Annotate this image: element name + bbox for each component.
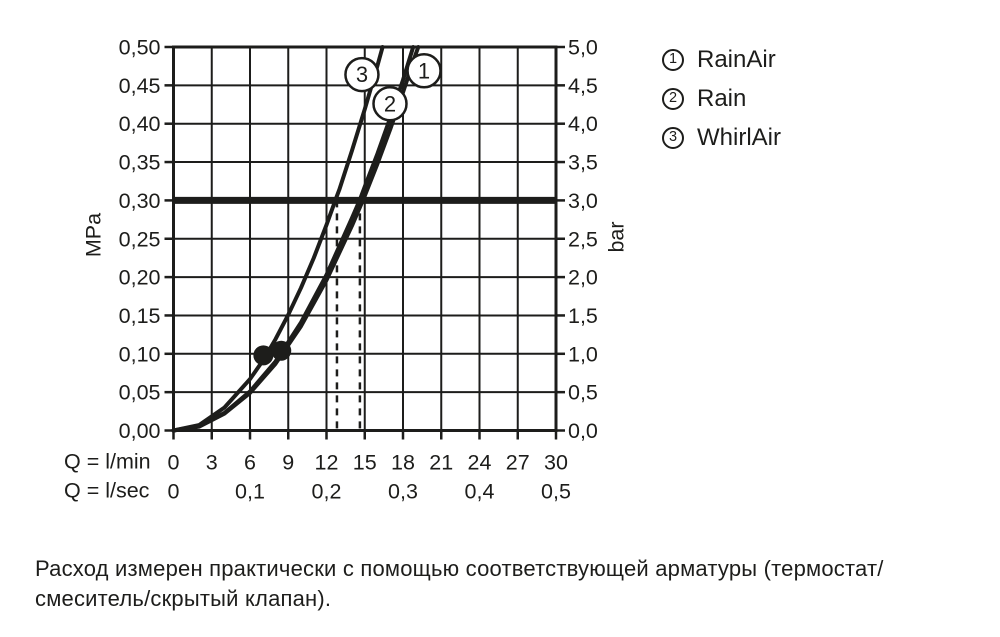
legend-item-whirlair — [662, 118, 781, 157]
y-right-tick-label: 5,0 — [568, 35, 598, 60]
x-lmin-tick-label: 15 — [352, 450, 377, 475]
legend-item-rain — [662, 79, 781, 118]
legend-label-rain: Rain — [697, 84, 747, 112]
y-right-tick-label: 1,5 — [568, 303, 598, 328]
y-axis-left-title: MPa — [81, 212, 106, 258]
y-axis-right-title: bar — [604, 221, 629, 253]
y-left-tick-label: 0,25 — [118, 227, 161, 252]
x-lsec-tick-label: 0,2 — [311, 479, 342, 504]
y-left-tick-label: 0,35 — [118, 150, 161, 175]
flow-point-dot — [253, 345, 273, 365]
y-left-tick-label: 0,45 — [118, 73, 161, 98]
x-axis-lsec-title: Q = l/sec — [64, 478, 150, 503]
x-lmin-tick-label: 3 — [205, 450, 218, 475]
legend-badge-3: 3 — [662, 127, 684, 149]
x-lmin-tick-label: 12 — [314, 450, 339, 475]
y-right-tick-label: 0,5 — [568, 380, 598, 405]
footnote-line-1: Расход измерен практически с помощью соответствующей арматуры (термостат/ — [35, 556, 884, 581]
x-lsec-tick-label: 0,4 — [464, 479, 495, 504]
x-axis-lmin-title: Q = l/min — [64, 449, 151, 474]
x-lmin-tick-label: 9 — [282, 450, 295, 475]
x-lmin-tick-label: 24 — [467, 450, 492, 475]
y-left-tick-label: 0,00 — [118, 419, 161, 443]
x-lmin-tick-label: 18 — [391, 450, 415, 475]
y-right-tick-label: 1,0 — [568, 342, 598, 367]
y-left-tick-label: 0,30 — [118, 188, 161, 213]
legend — [662, 40, 781, 157]
legend-item-rainair — [662, 40, 781, 79]
y-left-tick-label: 0,10 — [118, 342, 161, 367]
y-left-tick-label: 0,20 — [118, 265, 161, 290]
x-lsec-tick-label: 0 — [167, 479, 180, 504]
x-lsec-tick-label: 0,5 — [541, 479, 571, 504]
x-lsec-tick-label: 0,1 — [235, 479, 265, 504]
x-lmin-tick-label: 6 — [244, 450, 256, 475]
y-right-tick-label: 4,0 — [568, 112, 598, 137]
legend-badge-1: 1 — [662, 49, 684, 71]
y-left-tick-label: 0,05 — [118, 380, 161, 405]
y-right-tick-label: 3,0 — [568, 188, 598, 213]
flow-point-dot — [271, 341, 291, 361]
series-badge-number: 1 — [417, 58, 431, 84]
legend-label-rainair: RainAir — [697, 45, 776, 73]
y-right-tick-label: 2,5 — [568, 227, 598, 252]
y-right-tick-label: 3,5 — [568, 150, 598, 175]
x-lsec-tick-label: 0,3 — [388, 479, 418, 504]
y-right-tick-label: 0,0 — [568, 419, 598, 443]
x-lmin-tick-label: 27 — [505, 450, 530, 475]
x-lmin-tick-label: 21 — [429, 450, 454, 475]
x-lmin-tick-label: 30 — [544, 450, 568, 475]
series-badge-number: 2 — [383, 91, 397, 117]
y-left-tick-label: 0,40 — [118, 112, 161, 137]
series-badge-number: 3 — [355, 62, 369, 88]
footnote-line-2: смеситель/скрытый клапан). — [35, 586, 332, 611]
legend-badge-2: 2 — [662, 88, 684, 110]
y-right-tick-label: 2,0 — [568, 265, 598, 290]
legend-label-whirlair: WhirlAir — [697, 123, 781, 151]
footnote — [35, 554, 884, 614]
y-left-tick-label: 0,15 — [118, 303, 161, 328]
y-right-tick-label: 4,5 — [568, 73, 598, 98]
y-left-tick-label: 0,50 — [118, 35, 161, 60]
x-lmin-tick-label: 0 — [167, 450, 180, 475]
